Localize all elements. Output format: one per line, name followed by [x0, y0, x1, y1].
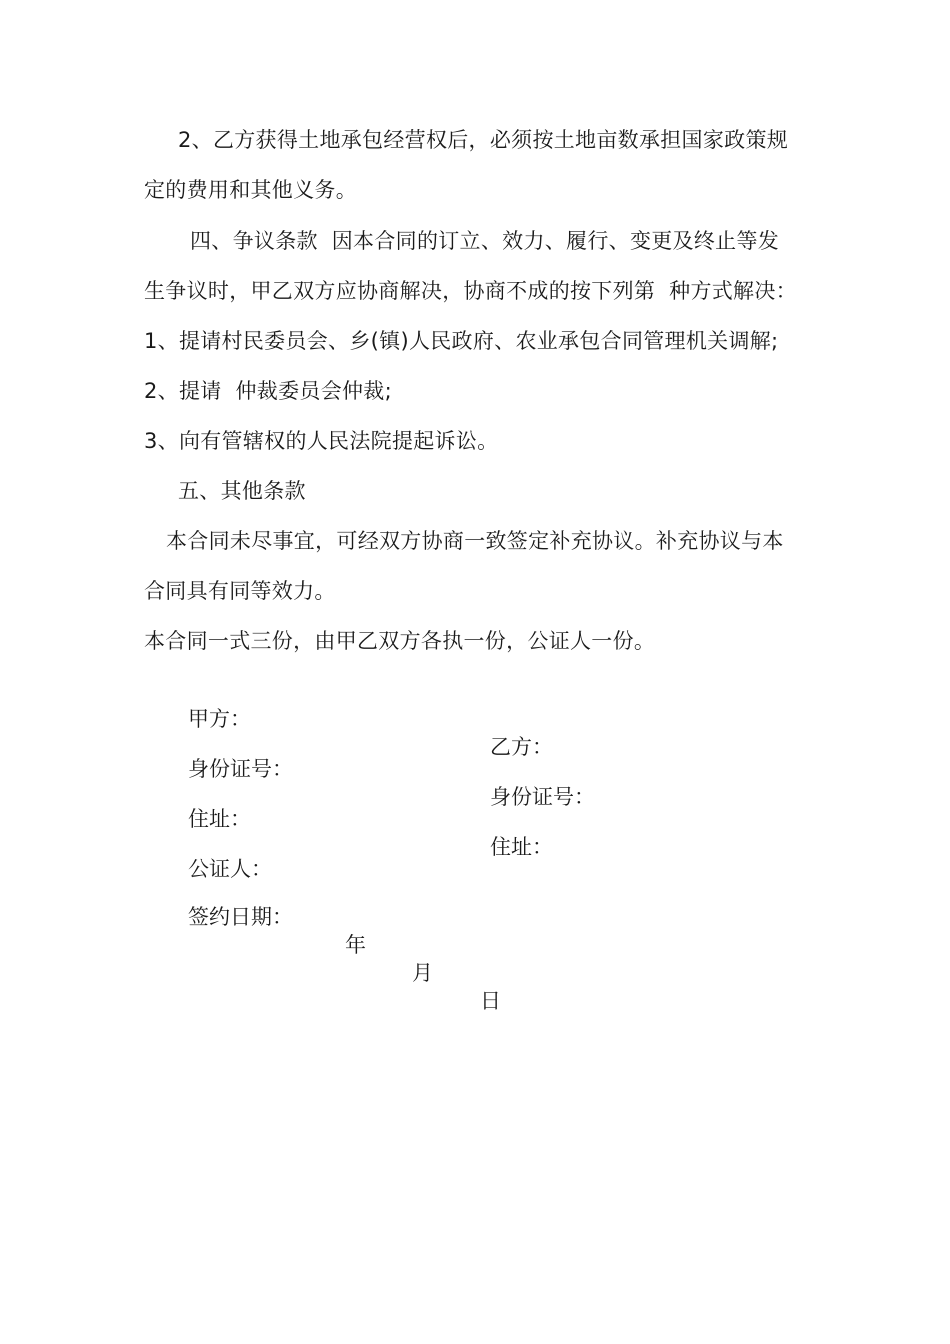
- clause4-option1: 1、提请村民委员会、乡(镇)人民政府、农业承包合同管理机关调解;: [144, 329, 779, 353]
- party-b-label: 乙方：: [490, 735, 553, 759]
- clause5-para1-line1: 本合同未尽事宜，可经双方协商一致签定补充协议。补充协议与本: [166, 529, 784, 553]
- clause5-para2: 本合同一式三份，由甲乙双方各执一份，公证人一份。: [144, 629, 656, 653]
- sign-date-label: 签约日期：: [188, 905, 293, 929]
- clause3-item2-line1: 2、乙方获得土地承包经营权后，必须按土地亩数承担国家政策规: [178, 128, 789, 152]
- party-b-id-label: 身份证号：: [490, 785, 595, 809]
- clause5-heading: 五、其他条款: [178, 479, 306, 503]
- date-month-label: 月: [412, 961, 433, 985]
- clause4-option2: 2、提请 仲裁委员会仲裁;: [144, 379, 392, 403]
- clause4-line2: 生争议时，甲乙双方应协商解决，协商不成的按下列第 种方式解决：: [144, 279, 797, 303]
- date-year-label: 年: [345, 933, 366, 957]
- party-b-address-label: 住址：: [490, 835, 553, 859]
- party-a-label: 甲方：: [188, 707, 251, 731]
- party-a-id-label: 身份证号：: [188, 757, 293, 781]
- clause4-option3: 3、向有管辖权的人民法院提起诉讼。: [144, 429, 499, 453]
- party-a-address-label: 住址：: [188, 807, 251, 831]
- clause4-line1: 四、争议条款 因本合同的订立、效力、履行、变更及终止等发: [190, 229, 780, 253]
- clause5-para1-line2: 合同具有同等效力。: [144, 579, 336, 603]
- clause3-item2-line2: 定的费用和其他义务。: [144, 178, 357, 202]
- notary-label: 公证人：: [188, 857, 272, 881]
- date-day-label: 日: [480, 989, 501, 1013]
- signature-row-date: [0, 875, 950, 1043]
